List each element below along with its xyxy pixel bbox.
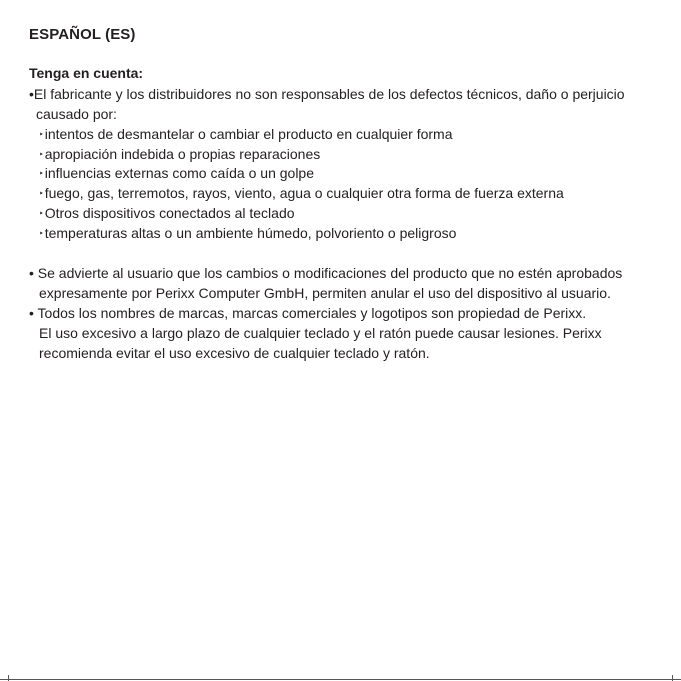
sub-item	[39, 124, 453, 145]
sub-item	[39, 223, 456, 244]
note-heading: Tenga en cuenta:	[29, 65, 144, 81]
triangle-bullet-icon: ‣	[39, 150, 44, 159]
bullet-2-line-1	[29, 263, 622, 283]
bullet-marker: •	[29, 305, 34, 321]
triangle-bullet-icon: ‣	[39, 130, 44, 139]
bullet-1-text-1: El fabricante y los distribuidores no son responsables de los defectos técnicos, daño o perjuicio	[33, 86, 625, 102]
sub-item-text: Otros dispositivos conectados al teclado	[44, 205, 295, 221]
sub-item-text: influencias externas como caída o un golpe	[44, 165, 314, 181]
bullet-3-line-1	[29, 303, 586, 323]
page-bottom-rule	[0, 679, 681, 680]
sub-item-text: intentos de desmantelar o cambiar el producto en cualquier forma	[44, 126, 453, 142]
bullet-3-line-3: recomienda evitar el uso excesivo de cualquier teclado y ratón.	[39, 345, 430, 361]
bullet-3-text-1: Todos los nombres de marcas, marcas comerciales y logotipos son propiedad de Perixx.	[37, 305, 587, 321]
sub-item	[39, 183, 564, 204]
bullet-1-line-2: causado por:	[36, 106, 117, 122]
triangle-bullet-icon: ‣	[39, 189, 44, 198]
triangle-bullet-icon: ‣	[39, 229, 44, 238]
sub-item-text: apropiación indebida o propias reparaciones	[44, 146, 321, 162]
triangle-bullet-icon: ‣	[39, 169, 44, 178]
sub-item-text: fuego, gas, terremotos, rayos, viento, agua o cualquier otra forma de fuerza externa	[44, 185, 564, 201]
bullet-2-text-1: Se advierte al usuario que los cambios o modificaciones del producto que no estén aprobados	[37, 265, 623, 281]
bullet-marker: •	[29, 86, 34, 102]
sub-item-text: temperaturas altas o un ambiente húmedo, polvoriento o peligroso	[44, 225, 457, 241]
bullet-2-line-2: expresamente por Perixx Computer GmbH, permiten anular el uso del dispositivo al usuario.	[39, 285, 611, 301]
sub-item	[39, 144, 320, 165]
crop-mark	[672, 675, 673, 681]
sub-item	[39, 163, 314, 184]
bullet-3-line-2: El uso excesivo a largo plazo de cualquier teclado y el ratón puede causar lesiones. Perixx	[39, 325, 602, 341]
section-title: ESPAÑOL (ES)	[29, 26, 136, 43]
bullet-marker: •	[29, 265, 34, 281]
triangle-bullet-icon: ‣	[39, 209, 44, 218]
sub-item	[39, 203, 295, 224]
crop-mark	[8, 675, 9, 681]
bullet-1-line-1	[29, 84, 625, 104]
